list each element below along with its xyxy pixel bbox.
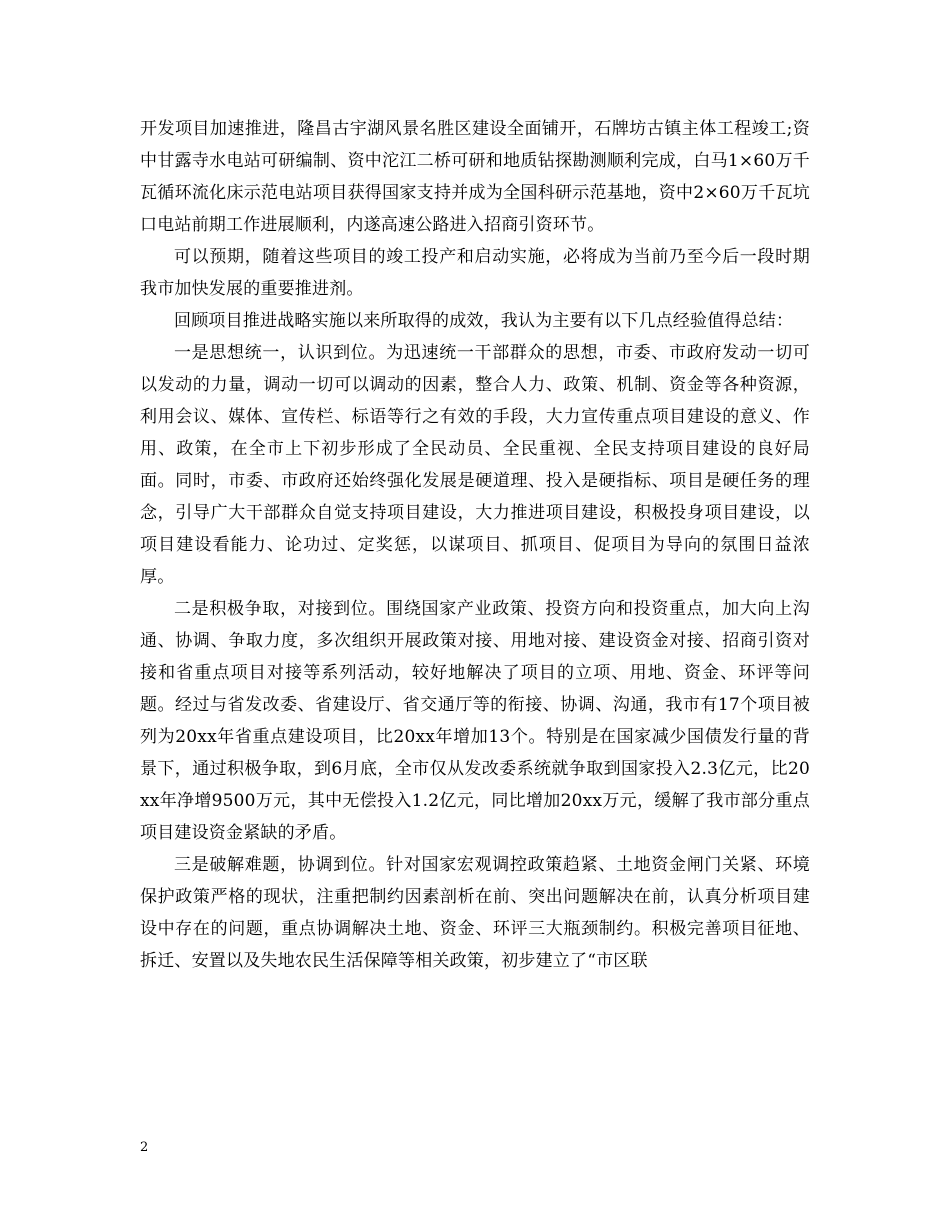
paragraph-2: 可以预期，随着这些项目的竣工投产和启动实施，必将成为当前乃至今后一段时期我市加快发展的重要推进剂。 [140,247,810,299]
paragraph-5: 二是积极争取，对接到位。围绕国家产业政策、投资方向和投资重点，加大向上沟通、协调、争取力度，多次组织开展政策对接、用地对接、建设资金对接、招商引资对接和省重点项目对接等系列活动，较好地解决了项目的立项、用地、资金、环评等问题。经过与省发改委、省建设厅、省交通厅等的衔接、协调、沟通，我市有17个项目被列为20xx年省重点建设项目，比20xx年增加13个。特别是在国家减少国债发行量的背景下，通过积极争取，到6月底，全市仅从发改委系统就争取到国家投入2.3亿元，比20xx年净增9500万元，其中无偿投入1.2亿元，同比增加20xx万元，缓解了我市部分重点项目建设资金紧缺的矛盾。 [140,599,810,843]
page-number: 2 [140,1140,149,1155]
paragraph-4: 一是思想统一，认识到位。为迅速统一干部群众的思想，市委、市政府发动一切可以发动的力量，调动一切可以调动的因素，整合人力、政策、机制、资金等各种资源，利用会议、媒体、宣传栏、标语等行之有效的手段，大力宣传重点项目建设的意义、作用、政策，在全市上下初步形成了全民动员、全民重视、全民支持项目建设的良好局面。同时，市委、市政府还始终强化发展是硬道理、投入是硬指标、项目是硬任务的理念，引导广大干部群众自觉支持项目建设，大力推进项目建设，积极投身项目建设，以项目建设看能力、论功过、定奖惩，以谋项目、抓项目、促项目为导向的氛围日益浓厚。 [140,343,810,587]
paragraph-6: 三是破解难题，协调到位。针对国家宏观调控政策趋紧、土地资金闸门关紧、环境保护政策严格的现状，注重把制约因素剖析在前、突出问题解决在前，认真分析项目建设中存在的问题，重点协调解决土地、资金、环评三大瓶颈制约。积极完善项目征地、拆迁、安置以及失地农民生活保障等相关政策，初步建立了“市区联 [140,855,810,971]
paragraph-3: 回顾项目推进战略实施以来所取得的成效，我认为主要有以下几点经验值得总结： [174,311,794,331]
paragraph-1: 开发项目加速推进，隆昌古宇湖风景名胜区建设全面铺开，石牌坊古镇主体工程竣工;资中甘露寺水电站可研编制、资中沱江二桥可研和地质钻探勘测顺利完成，白马1×60万千瓦循环流化床示范电站项目获得国家支持并成为全国科研示范基地，资中2×60万千瓦坑口电站前期工作进展顺利，内遂高速公路进入招商引资环节。 [140,119,810,235]
document-body [140,113,810,977]
